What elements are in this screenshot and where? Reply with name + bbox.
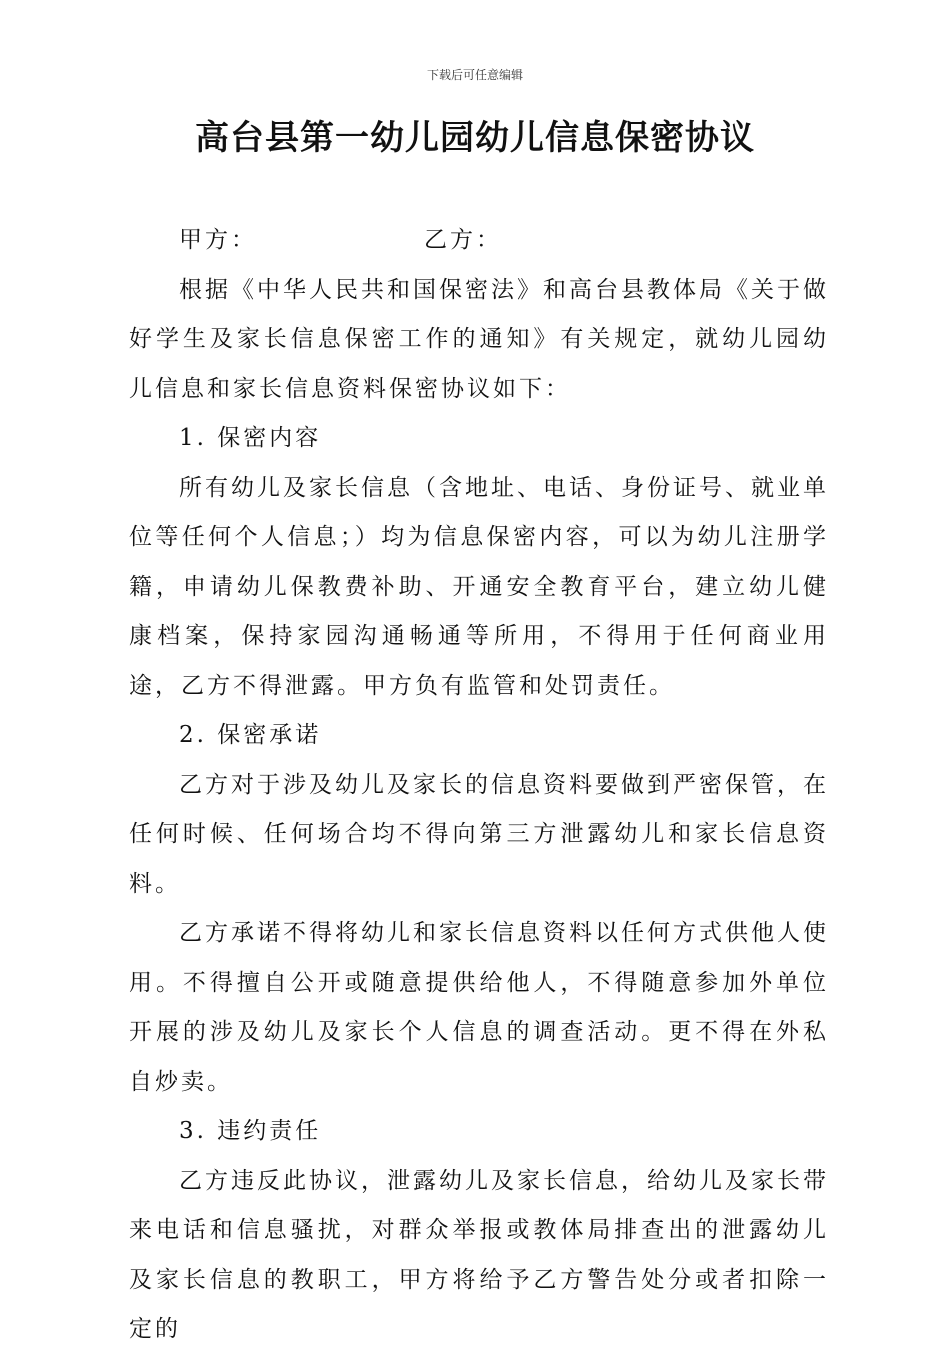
section-paragraph: 乙方承诺不得将幼儿和家长信息资料以任何方式供他人使用。不得擅自公开或随意提供给他人，不得随意参加外单位开展的涉及幼儿及家长个人信息的调查活动。更不得在外私自炒卖。: [129, 920, 829, 1095]
party-a-label: 甲方：: [179, 227, 257, 253]
document-body: [129, 216, 829, 1355]
section-heading: 2. 保密承诺: [179, 722, 322, 748]
document-title: 高台县第一幼儿园幼儿信息保密协议: [195, 118, 755, 158]
intro-paragraph: 根据《中华人民共和国保密法》和高台县教体局《关于做好学生及家长信息保密工作的通知》有关规定，就幼儿园幼儿信息和家长信息资料保密协议如下：: [129, 276, 829, 402]
section-paragraph: 乙方对于涉及幼儿及家长的信息资料要做到严密保管，在任何时候、任何场合均不得向第三方泄露幼儿和家长信息资料。: [129, 771, 829, 897]
section-heading: 3. 违约责任: [179, 1118, 322, 1144]
section-heading: 1. 保密内容: [179, 425, 322, 451]
parties-line: [129, 216, 829, 266]
section-paragraph: 所有幼儿及家长信息（含地址、电话、身份证号、就业单位等任何个人信息；）均为信息保密内容，可以为幼儿注册学籍，申请幼儿保教费补助、开通安全教育平台，建立幼儿健康档案，保持家园沟通畅通等所用，不得用于任何商业用途，乙方不得泄露。甲方负有监管和处罚责任。: [129, 474, 829, 699]
section-paragraph: 乙方违反此协议，泄露幼儿及家长信息，给幼儿及家长带来电话和信息骚扰，对群众举报或教体局排查出的泄露幼儿及家长信息的教职工，甲方将给予乙方警告处分或者扣除一定的: [129, 1167, 829, 1342]
party-b-label: 乙方：: [424, 227, 502, 253]
header-note: 下载后可任意编辑: [426, 68, 523, 82]
